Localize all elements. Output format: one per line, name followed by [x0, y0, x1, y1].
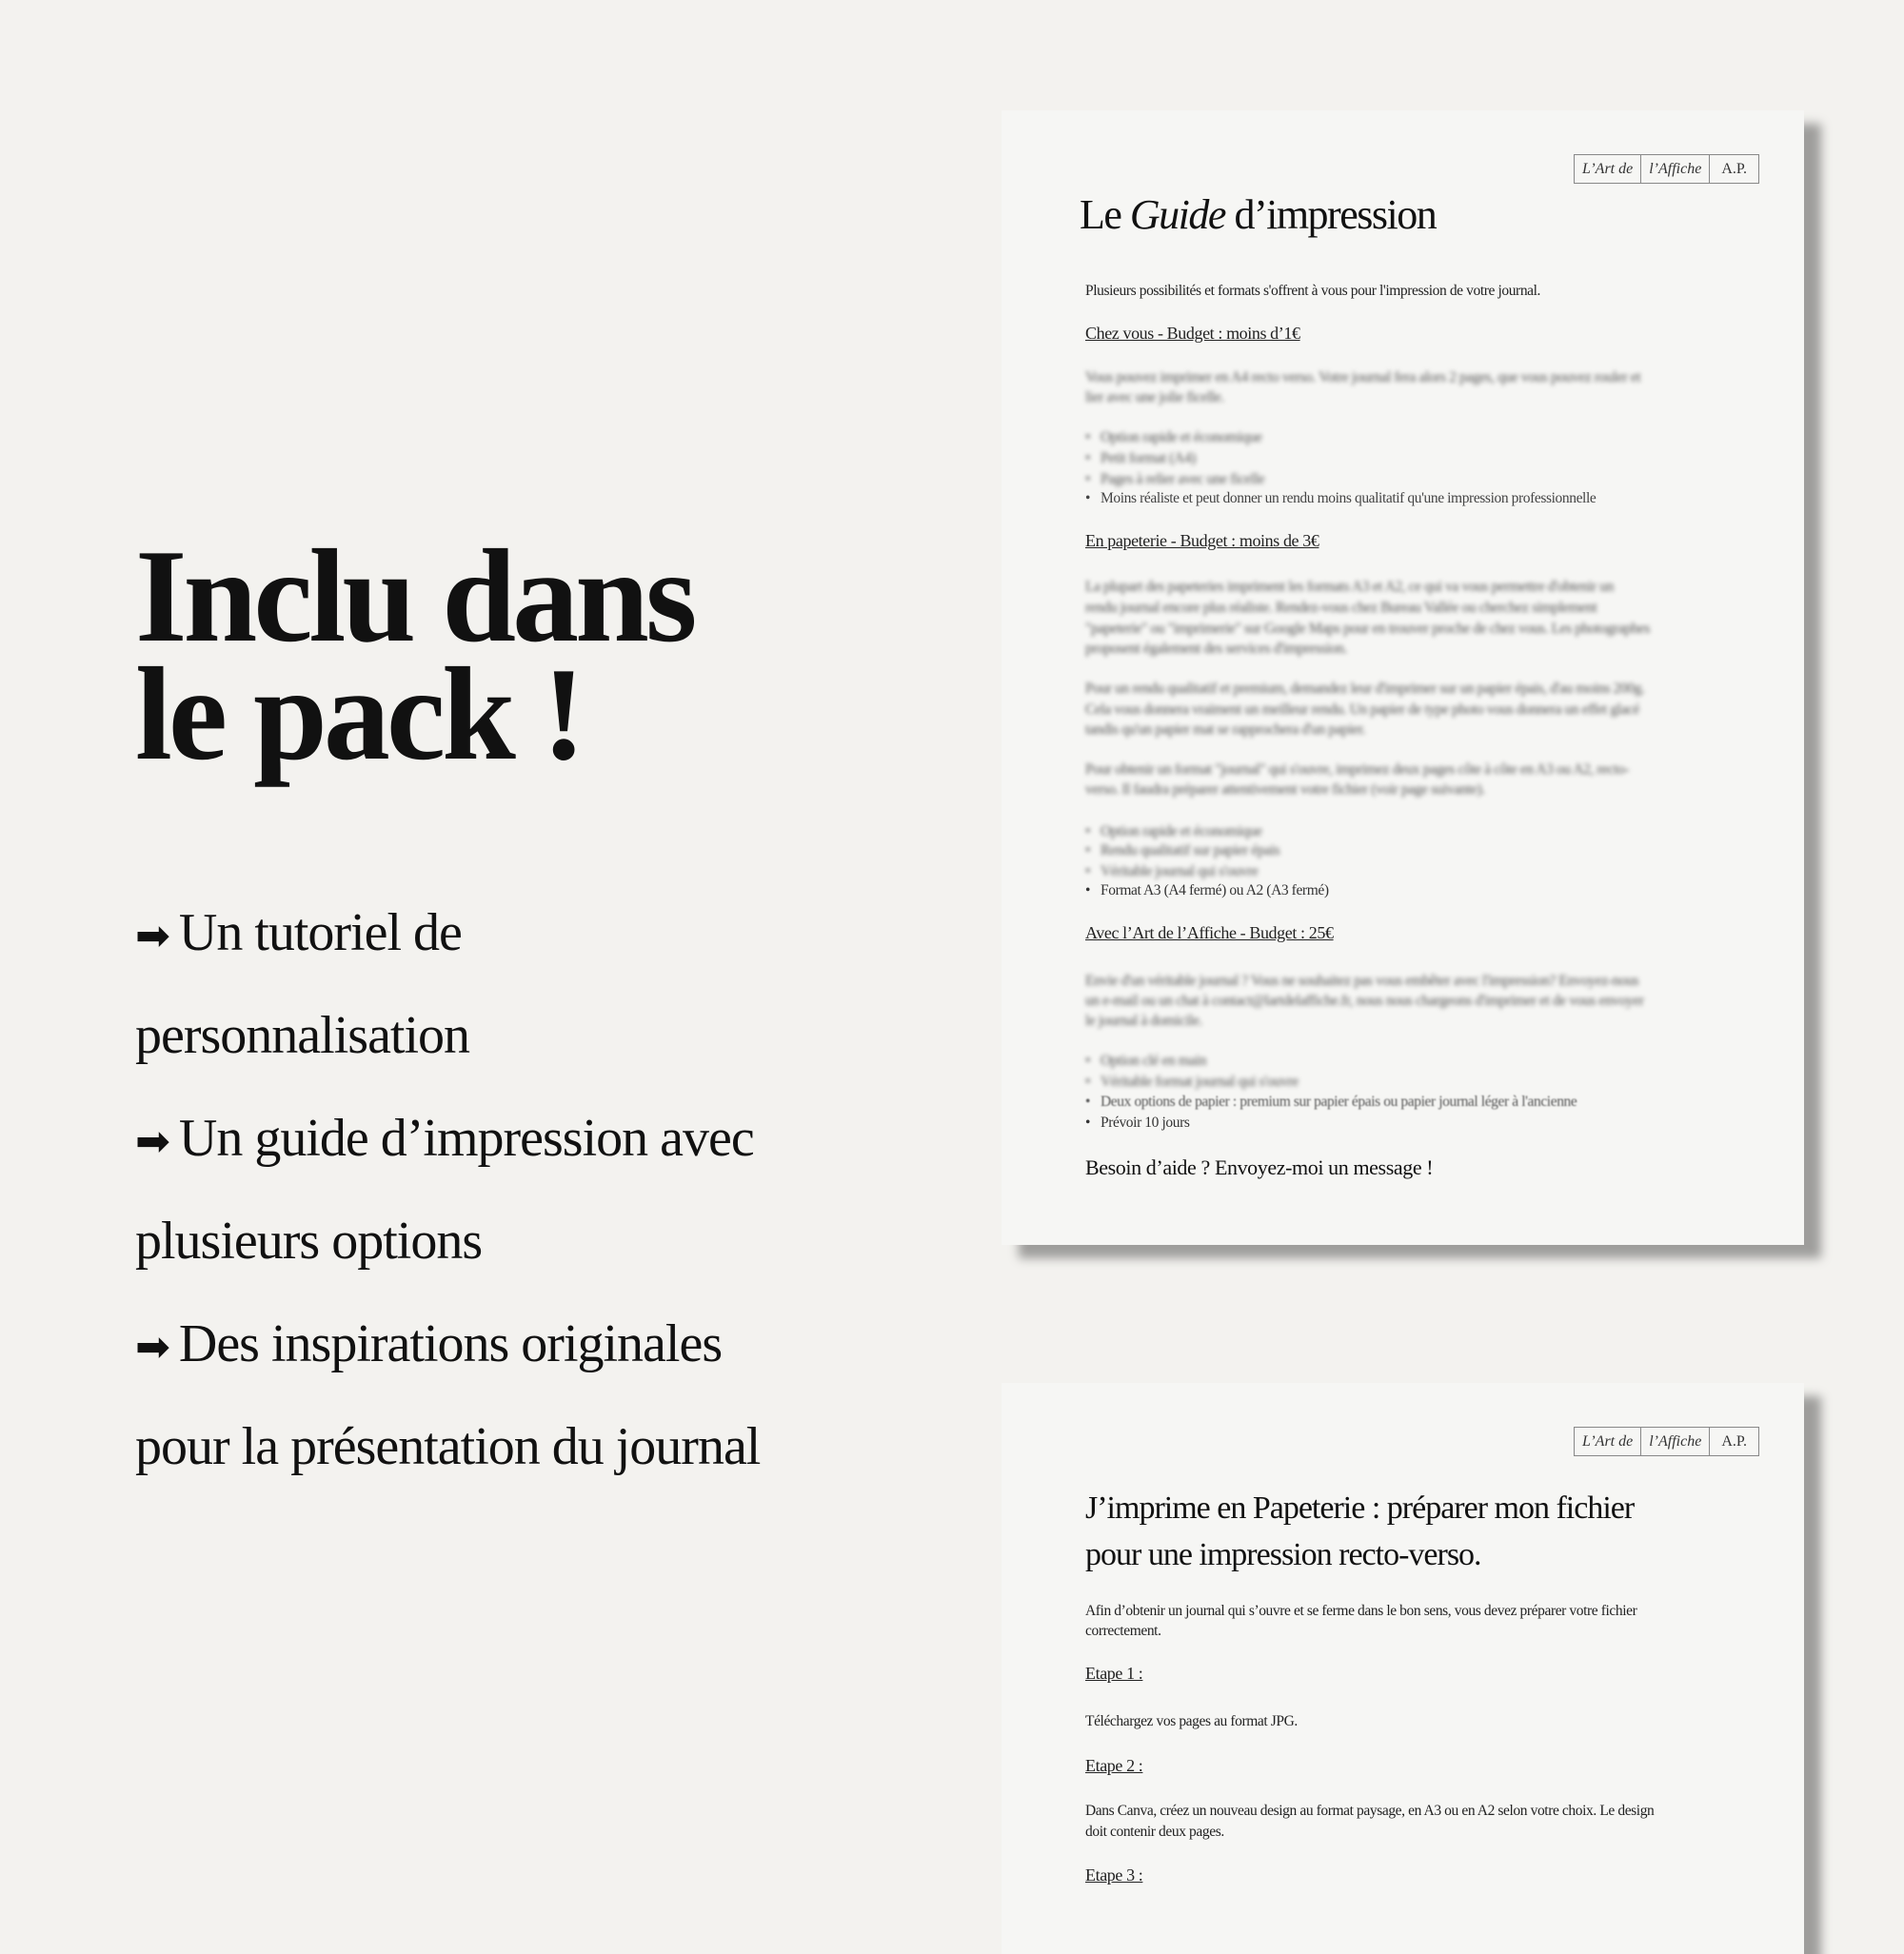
feature-2-line-2: plusieurs options — [135, 1212, 483, 1271]
paragraph-line: Pour un rendu qualitatif et premium, demandez leur d'imprimer sur un papier épais, d'au moins 200g. — [1085, 681, 1645, 697]
bullet-item: • Option rapide et économique — [1101, 822, 1262, 841]
logo-part: L’Art de — [1575, 155, 1641, 183]
help-text: Besoin d’aide ? Envoyez-moi un message ! — [1085, 1155, 1434, 1179]
arrow-right-icon: ➡ — [135, 1117, 169, 1166]
bullet-item: • Moins réaliste et peut donner un rendu moins qualitatif qu'une impression professionnelle — [1101, 489, 1596, 508]
page-title: pour une impression recto-verso. — [1085, 1537, 1481, 1572]
step-text: Téléchargez vos pages au format JPG. — [1085, 1713, 1298, 1729]
paragraph-line: "papeterie" ou "imprimerie" sur Google Maps pour en trouver proche de chez vous. Les photographes — [1085, 621, 1650, 637]
intro-text: Plusieurs possibilités et formats s'offrent à vous pour l'impression de votre journal. — [1085, 283, 1541, 299]
step-heading: Etape 3 : — [1085, 1865, 1143, 1885]
paragraph-line: lier avec une jolie ficelle. — [1085, 389, 1224, 405]
feature-1-line-1 — [135, 904, 462, 965]
step-heading: Etape 1 : — [1085, 1664, 1143, 1683]
title-part: Le — [1080, 191, 1130, 238]
bullet-item: • Prévoir 10 jours — [1101, 1114, 1189, 1133]
paragraph-line: verso. Il faudra préparer attentivement votre fichier (voir page suivante). — [1085, 781, 1485, 798]
headline-line: le pack ! — [135, 641, 583, 788]
paragraph-line: Envie d'un véritable journal ? Vous ne souhaitez pas vous embêter avec l'impression? Envoyez-nous — [1085, 973, 1639, 989]
feature-1-line-2: personnalisation — [135, 1006, 470, 1065]
title-part: Guide — [1129, 191, 1225, 238]
feature-2-line-1 — [135, 1110, 754, 1171]
paragraph-line: La plupart des papeteries impriment les formats A3 et A2, ce qui va vous permettre d'obtenir un — [1085, 579, 1614, 595]
section-heading: Avec l’Art de l’Affiche - Budget : 25€ — [1085, 923, 1334, 942]
bullet-item: • Pages à relier avec une ficelle — [1101, 470, 1264, 489]
intro-text: correctement. — [1085, 1623, 1161, 1639]
step-heading: Etape 2 : — [1085, 1756, 1143, 1775]
brand-logo — [1574, 1427, 1759, 1456]
arrow-right-icon: ➡ — [135, 1323, 169, 1372]
bullet-item: • Format A3 (A4 fermé) ou A2 (A3 fermé) — [1101, 881, 1329, 900]
bullet-item: • Option rapide et économique — [1101, 428, 1262, 447]
step-text: Dans Canva, créez un nouveau design au format paysage, en A3 ou en A2 selon votre choix. Le design — [1085, 1803, 1655, 1819]
headline — [135, 523, 694, 788]
bullet-item: • Deux options de papier : premium sur papier épais ou papier journal léger à l'ancienne — [1101, 1093, 1577, 1112]
headline-line: Inclu dans — [135, 523, 694, 670]
print-prep-page-preview — [1002, 1383, 1804, 1954]
bullet-item: • Option clé en main — [1101, 1052, 1206, 1071]
bullet-item: • Rendu qualitatif sur papier épais — [1101, 841, 1279, 860]
feature-3-line-2: pour la présentation du journal — [135, 1417, 761, 1476]
feature-text: Un tutoriel de — [178, 903, 462, 962]
logo-part: A.P. — [1721, 161, 1747, 177]
paragraph-line: Cela vous donnera vraiment un meilleur rendu. Un papier de type photo vous donnera un effet glacé — [1085, 701, 1640, 718]
feature-text: Un guide d’impression avec — [178, 1109, 754, 1168]
paragraph-line: rendu journal encore plus réaliste. Rendez-vous chez Bureau Vallée ou cherchez simplement — [1085, 600, 1597, 616]
feature-text: Des inspirations originales — [178, 1314, 723, 1373]
page-title — [1080, 190, 1436, 239]
step-text: doit contenir deux pages. — [1085, 1824, 1224, 1840]
title-part: d’impression — [1224, 191, 1437, 238]
section-heading: Chez vous - Budget : moins d’1€ — [1085, 324, 1300, 343]
arrow-right-icon: ➡ — [135, 912, 169, 960]
brand-logo — [1574, 154, 1759, 184]
paragraph-line: proposent également des services d'impression. — [1085, 641, 1347, 657]
paragraph-line: tandis qu'un papier mat se rapprochera d'un papier. — [1085, 721, 1366, 738]
bullet-item: • Véritable format journal qui s'ouvre — [1101, 1073, 1299, 1092]
logo-part: l’Affiche — [1641, 1428, 1710, 1455]
section-heading: En papeterie - Budget : moins de 3€ — [1085, 531, 1319, 550]
logo-part: l’Affiche — [1641, 155, 1710, 183]
bullet-item: • Véritable journal qui s'ouvre — [1101, 862, 1259, 881]
guide-page-preview — [1002, 110, 1804, 1245]
logo-part: A.P. — [1721, 1433, 1747, 1450]
paragraph-line: un e-mail ou un chat à contact@lartdelaffiche.fr, nous nous chargeons d'imprimer et de vous envoyer — [1085, 993, 1644, 1009]
paragraph-line: le journal à domicile. — [1085, 1013, 1202, 1029]
page-title: J’imprime en Papeterie : préparer mon fichier — [1085, 1490, 1635, 1526]
paragraph-line: Vous pouvez imprimer en A4 recto verso. Votre journal fera alors 2 pages, que vous pouvez rouler et — [1085, 369, 1641, 385]
logo-part: L’Art de — [1575, 1428, 1641, 1455]
paragraph-line: Pour obtenir un format "journal" qui s'ouvre, imprimez deux pages côte à côte en A3 ou A2, recto- — [1085, 761, 1630, 778]
bullet-item: • Petit format (A4) — [1101, 449, 1196, 468]
feature-3-line-1 — [135, 1315, 722, 1376]
intro-text: Afin d’obtenir un journal qui s’ouvre et se ferme dans le bon sens, vous devez préparer votre fichier — [1085, 1603, 1637, 1619]
